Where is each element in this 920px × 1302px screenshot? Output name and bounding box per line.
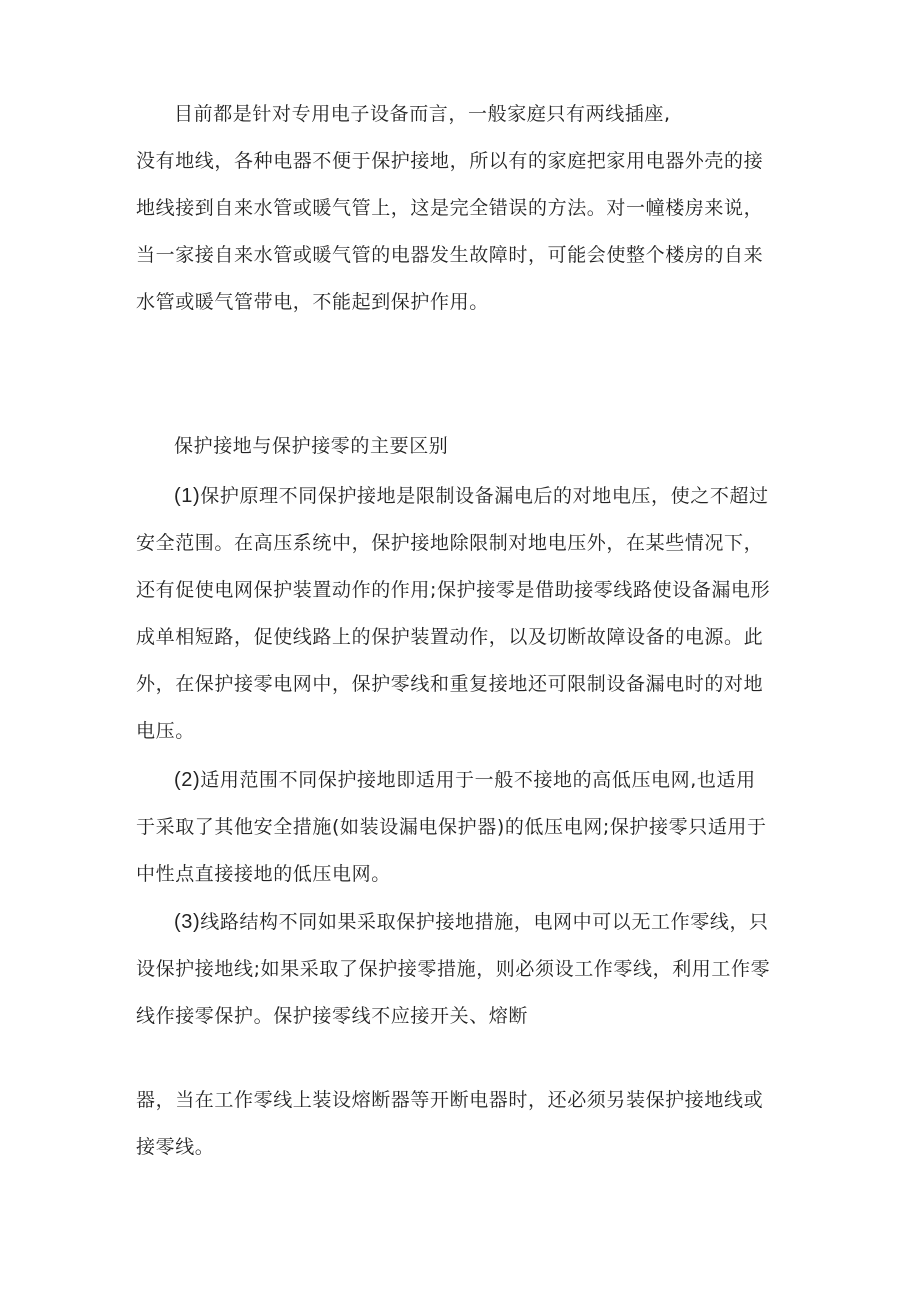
paragraph-item-1-line-6: 电压。 [136,720,195,742]
paragraph-item-1-line-2: 安全范围。在高压系统中，保护接地除限制对地电压外，在某些情况下， [136,532,764,554]
paragraph-1-line-2: 没有地线，各种电器不便于保护接地，所以有的家庭把家用电器外壳的接 [136,150,764,172]
item-number-1: (1) [174,485,201,507]
section-heading-text: 保护接地与保护接零的主要区别 [174,435,449,457]
paragraph-item-3-line-3: 线作接零保护。保护接零线不应接开关、熔断 [136,1005,529,1027]
paragraph-1-line-3: 地线接到自来水管或暖气管上，这是完全错误的方法。对一幢楼房来说， [136,197,764,219]
paragraph-item-1-line-1-text: 保护原理不同保护接地是限制设备漏电后的对地电压，使之不超过 [200,485,769,507]
paragraph-item-1-line-3: 还有促使电网保护装置动作的作用;保护接零是借助接零线路使设备漏电形 [136,579,771,601]
paragraph-item-2 [136,757,788,898]
paragraph-item-3-line-2: 设保护接地线;如果采取了保护接零措施，则必须设工作零线，利用工作零 [136,958,771,980]
paragraph-item-2-line-3: 中性点直接接地的低压电网。 [136,863,391,885]
paragraph-item-1-line-1 [136,473,788,520]
paragraph-1 [136,91,788,326]
paragraph-item-2-line-2: 于采取了其他安全措施(如装设漏电保护器)的低压电网;保护接零只适用于 [136,816,767,838]
paragraph-item-3-line-1 [136,899,788,946]
paragraph-item-2-line-1 [136,757,788,804]
section-heading [136,423,788,470]
paragraph-continuation-line-1: 器，当在工作零线上装设熔断器等开断电器时，还必须另装保护接地线或 [136,1089,764,1111]
item-number-2: (2) [174,769,201,791]
paragraph-item-1 [136,473,788,755]
paragraph-item-1-line-5: 外，在保护接零电网中，保护零线和重复接地还可限制设备漏电时的对地 [136,673,764,695]
paragraph-continuation [136,1077,788,1171]
paragraph-continuation-line-2: 接零线。 [136,1136,215,1158]
paragraph-1-line-1: 目前都是针对专用电子设备而言，一般家庭只有两线插座, [174,103,671,125]
paragraph-item-1-line-4: 成单相短路，促使线路上的保护装置动作，以及切断故障设备的电源。此 [136,626,764,648]
paragraph-1-line-4: 当一家接自来水管或暖气管的电器发生故障时，可能会使整个楼房的自来 [136,244,764,266]
paragraph-item-3-line-1-text: 线路结构不同如果采取保护接地措施，电网中可以无工作零线，只 [200,911,769,933]
paragraph-item-2-line-1-text: 适用范围不同保护接地即适用于一般不接地的高低压电网,也适用 [200,769,756,791]
paragraph-1-line-5: 水管或暖气管带电，不能起到保护作用。 [136,291,489,313]
paragraph-item-3 [136,899,788,1040]
item-number-3: (3) [174,911,201,933]
